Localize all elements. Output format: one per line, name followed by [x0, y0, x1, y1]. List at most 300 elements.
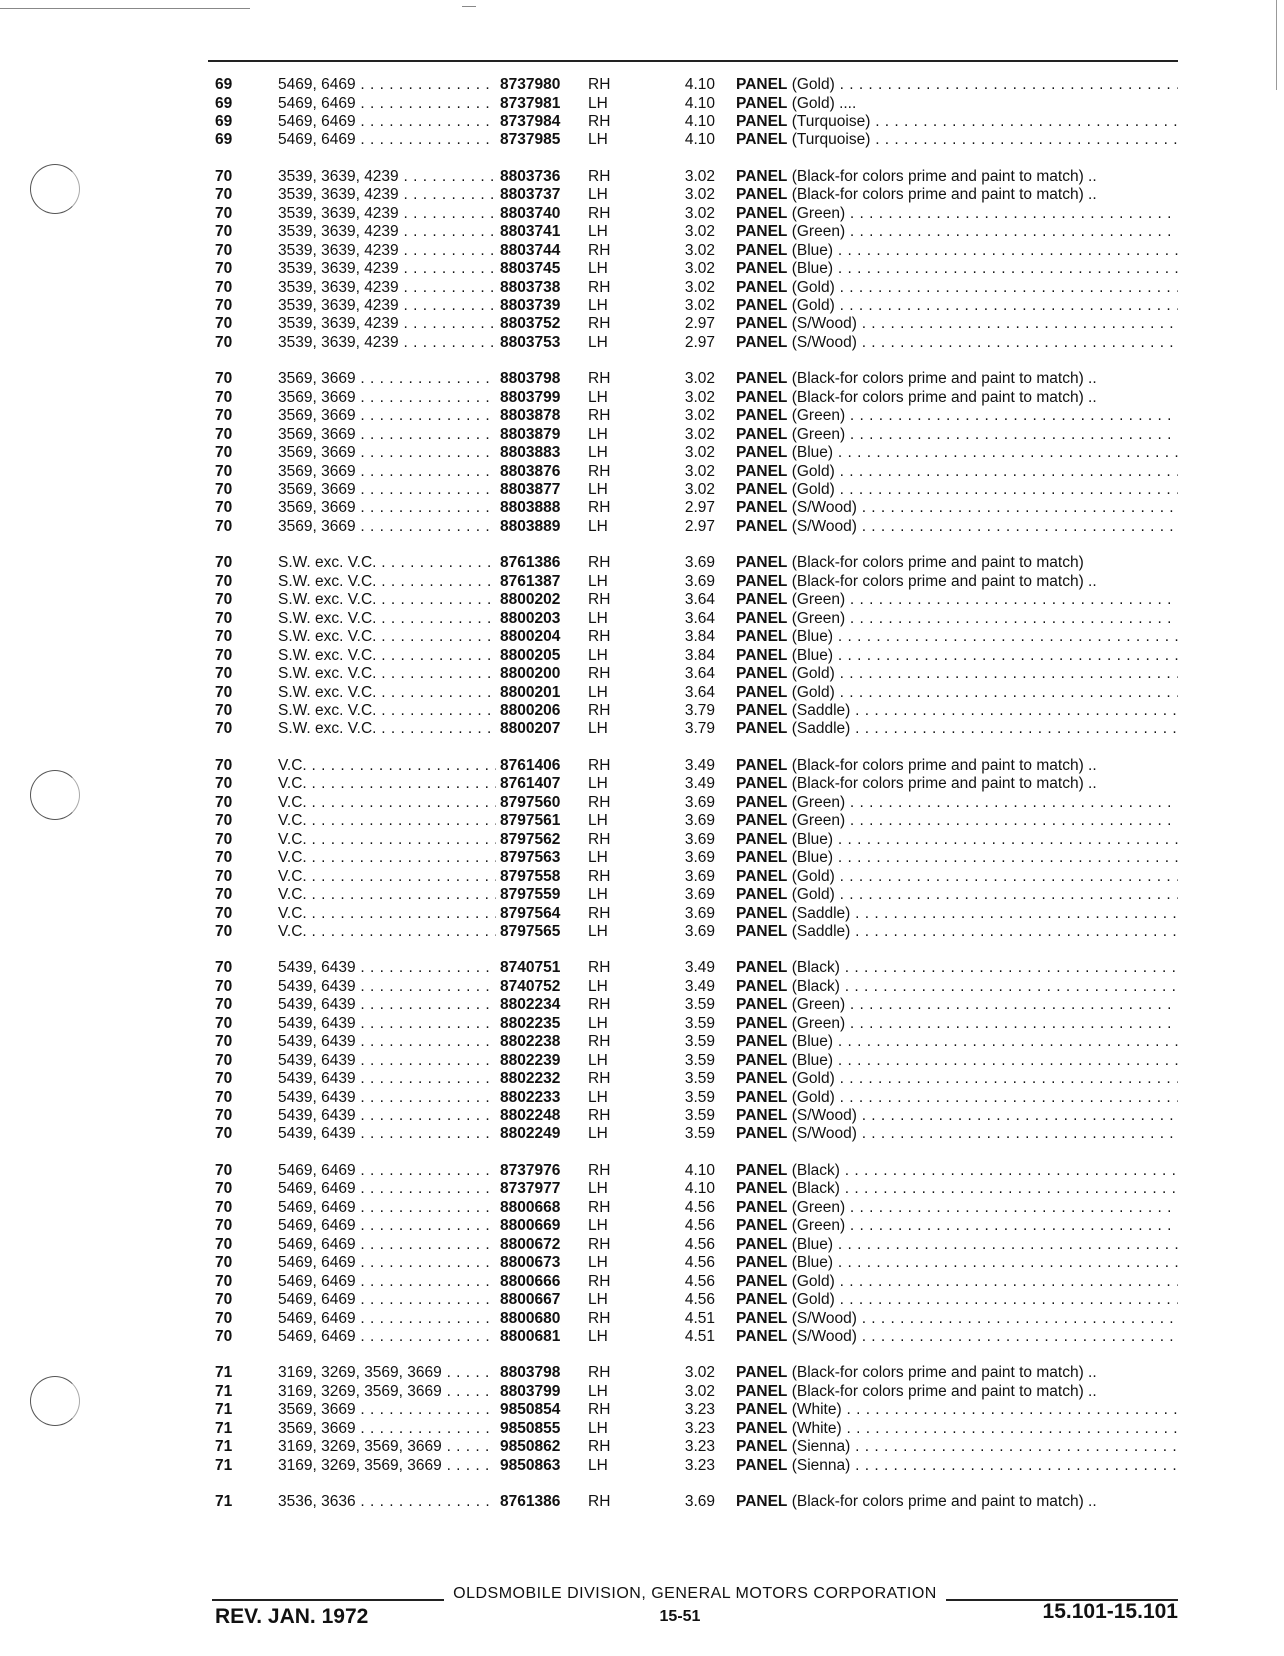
description-cell [736, 1272, 1178, 1291]
part-number-cell: 8802239 [500, 1051, 582, 1070]
item-detail: (Saddle) [791, 904, 851, 922]
item-detail: (Green) [791, 223, 846, 241]
footer-rule-left [212, 1599, 444, 1601]
leader-dots [857, 518, 1178, 535]
item-detail: (Black) [791, 959, 840, 977]
leader-dots [857, 315, 1178, 332]
description-cell [736, 904, 1178, 923]
price-cell: 4.56 [684, 1291, 715, 1308]
model-cell: V.C. . . . [278, 774, 496, 793]
item-name: PANEL [736, 462, 788, 480]
description-cell [736, 1456, 1178, 1475]
price-cell: 4.10 [684, 1161, 715, 1179]
description-cell [736, 222, 1178, 241]
year-cell: 70 [215, 554, 233, 572]
year-cell: 70 [215, 462, 233, 480]
item-name: PANEL [736, 702, 788, 719]
item-detail: (Black-for colors prime and paint to match) [791, 554, 1084, 572]
model-cell: 5439, 6439 . . . [278, 977, 496, 996]
table-row [0, 314, 1284, 333]
part-number-cell: 8797558 [500, 867, 582, 886]
price-cell: 3.02 [684, 167, 715, 185]
model-cell: S.W. exc. V.C. . . . [278, 553, 496, 572]
item-detail: (Saddle) [791, 720, 851, 738]
model-cell: 5469, 6469 . . . [278, 1290, 496, 1309]
price-cell: 4.56 [684, 1198, 715, 1216]
side-cell: RH [588, 1033, 611, 1051]
leader-dots [835, 463, 1178, 480]
item-name: PANEL [736, 959, 788, 977]
description-cell [736, 425, 1178, 444]
table-row [0, 1492, 1284, 1511]
leader-dots [850, 702, 1178, 719]
model-cell: S.W. exc. V.C. . . . [278, 701, 496, 720]
model-cell: S.W. exc. V.C. . . . [278, 683, 496, 702]
side-cell: RH [588, 315, 611, 333]
table-row [0, 369, 1284, 388]
year-cell: 70 [215, 977, 233, 995]
item-name: PANEL [736, 849, 788, 867]
item-name: PANEL [736, 1291, 788, 1308]
item-detail: (Black-for colors prime and paint to match) .. [791, 167, 1097, 185]
table-row [0, 517, 1284, 536]
description-cell [736, 719, 1178, 738]
part-number-cell: 8802233 [500, 1088, 582, 1107]
model-cell: 5469, 6469 . . . [278, 112, 496, 131]
part-number-cell: 8737984 [500, 112, 582, 131]
year-cell: 70 [215, 665, 233, 683]
description-cell [736, 1032, 1178, 1051]
description-cell [736, 369, 1178, 388]
item-name: PANEL [736, 1327, 788, 1345]
item-name: PANEL [736, 1107, 788, 1124]
item-name: PANEL [736, 296, 788, 314]
description-cell [736, 462, 1178, 481]
price-cell: 2.97 [684, 333, 715, 351]
item-detail: (Gold) [791, 462, 835, 480]
price-cell: 3.49 [684, 959, 715, 977]
leader-dots [857, 1107, 1178, 1124]
description-cell [736, 1419, 1178, 1438]
price-cell: 3.69 [684, 554, 715, 572]
item-name: PANEL [736, 278, 788, 296]
model-cell: 5469, 6469 . . . [278, 1216, 496, 1235]
table-row [0, 848, 1284, 867]
table-row [0, 480, 1284, 499]
year-cell: 70 [215, 388, 233, 406]
table-row [0, 112, 1284, 131]
part-number-cell: 8800681 [500, 1327, 582, 1346]
item-name: PANEL [736, 1235, 788, 1253]
table-row [0, 830, 1284, 849]
table-row [0, 977, 1284, 996]
item-detail: (Green) [791, 1198, 846, 1216]
item-detail: (Green) [791, 996, 846, 1014]
leader-dots [850, 720, 1178, 737]
item-detail: (Gold) [791, 665, 835, 683]
item-name: PANEL [736, 1217, 788, 1235]
side-cell: LH [588, 333, 608, 351]
description-cell [736, 259, 1178, 278]
item-detail: (Black-for colors prime and paint to match) .. [791, 1364, 1097, 1382]
table-row [0, 811, 1284, 830]
part-number-cell: 8803799 [500, 1382, 582, 1401]
year-cell: 71 [215, 1382, 233, 1400]
part-number-cell: 8797563 [500, 848, 582, 867]
item-name: PANEL [736, 1401, 788, 1419]
part-number-cell: 8800672 [500, 1235, 582, 1254]
part-number-cell: 8761386 [500, 1492, 582, 1511]
part-number-cell: 8737976 [500, 1161, 582, 1180]
item-detail: (Black-for colors prime and paint to match) .. [791, 186, 1097, 204]
year-cell: 70 [215, 296, 233, 314]
item-name: PANEL [736, 756, 788, 774]
leader-dots [857, 334, 1178, 351]
year-cell: 70 [215, 186, 233, 204]
table-row [0, 443, 1284, 462]
leader-dots [835, 886, 1178, 903]
part-number-cell: 8802248 [500, 1106, 582, 1125]
leader-dots [835, 76, 1178, 93]
item-name: PANEL [736, 1438, 788, 1456]
description-cell [736, 1161, 1178, 1180]
part-number-cell: 8797565 [500, 922, 582, 941]
year-cell: 70 [215, 1014, 233, 1032]
year-cell: 70 [215, 444, 233, 462]
side-cell: LH [588, 186, 608, 204]
table-row [0, 204, 1284, 223]
model-cell: 3569, 3669 . . . [278, 406, 496, 425]
year-cell: 71 [215, 1419, 233, 1437]
item-name: PANEL [736, 830, 788, 848]
year-cell: 70 [215, 1272, 233, 1290]
part-number-cell: 8737981 [500, 94, 582, 113]
leader-dots [835, 297, 1178, 314]
part-number-cell: 8803745 [500, 259, 582, 278]
side-cell: RH [588, 407, 611, 425]
model-cell: 3569, 3669 . . . [278, 462, 496, 481]
item-name: PANEL [736, 1051, 788, 1069]
model-cell: S.W. exc. V.C. . . . [278, 609, 496, 628]
side-cell: LH [588, 1051, 608, 1069]
item-detail: (Black-for colors prime and paint to match) .. [791, 1382, 1097, 1400]
item-detail: (Saddle) [791, 702, 851, 719]
item-name: PANEL [736, 1382, 788, 1400]
year-cell: 70 [215, 517, 233, 535]
side-cell: LH [588, 444, 608, 462]
description-cell [736, 112, 1178, 131]
year-cell: 69 [215, 112, 233, 130]
model-cell: 3569, 3669 . . . [278, 1400, 496, 1419]
year-cell: 70 [215, 1070, 233, 1088]
side-cell: LH [588, 425, 608, 443]
item-detail: (Blue) [791, 241, 834, 259]
part-number-cell: 8800669 [500, 1216, 582, 1235]
description-cell [736, 1492, 1178, 1511]
model-cell: S.W. exc. V.C. . . . [278, 719, 496, 738]
model-cell: 5439, 6439 . . . [278, 1032, 496, 1051]
price-cell: 3.02 [684, 204, 715, 222]
part-number-cell: 9850854 [500, 1400, 582, 1419]
model-cell: 3539, 3639, 4239 . . . [278, 241, 496, 260]
table-row [0, 1253, 1284, 1272]
price-cell: 3.69 [684, 572, 715, 590]
item-detail: (Green) [791, 609, 846, 627]
year-cell: 70 [215, 702, 233, 719]
table-row [0, 1216, 1284, 1235]
part-number-cell: 8803739 [500, 296, 582, 315]
side-cell: LH [588, 517, 608, 535]
leader-dots [833, 1052, 1178, 1069]
model-cell: 3169, 3269, 3569, 3669 . . . [278, 1382, 496, 1401]
table-row [0, 1235, 1284, 1254]
part-number-cell: 8797562 [500, 830, 582, 849]
table-row [0, 1382, 1284, 1401]
side-cell: LH [588, 1217, 608, 1235]
description-cell [736, 683, 1178, 702]
model-cell: 5439, 6439 . . . [278, 1069, 496, 1088]
part-number-cell: 8803752 [500, 314, 582, 333]
model-cell: 5469, 6469 . . . [278, 75, 496, 94]
item-detail: (Gold) [791, 683, 835, 701]
description-cell [736, 958, 1178, 977]
item-name: PANEL [736, 904, 788, 922]
description-cell [736, 1235, 1178, 1254]
side-cell: LH [588, 720, 608, 738]
model-cell: V.C. . . . [278, 885, 496, 904]
side-cell: LH [588, 388, 608, 406]
side-cell: RH [588, 1107, 611, 1124]
description-cell [736, 701, 1178, 720]
price-cell: 3.69 [684, 830, 715, 848]
model-cell: 5469, 6469 . . . [278, 1198, 496, 1217]
description-cell [736, 1363, 1178, 1382]
price-cell: 3.23 [684, 1401, 715, 1419]
price-cell: 3.02 [684, 1382, 715, 1400]
table-row [0, 867, 1284, 886]
table-row [0, 462, 1284, 481]
price-cell: 4.10 [684, 1180, 715, 1198]
item-detail: (Gold) [791, 278, 835, 296]
description-cell [736, 811, 1178, 830]
table-row [0, 609, 1284, 628]
price-cell: 3.59 [684, 1051, 715, 1069]
table-row [0, 572, 1284, 591]
model-cell: 3539, 3639, 4239 . . . [278, 259, 496, 278]
item-name: PANEL [736, 388, 788, 406]
description-cell [736, 609, 1178, 628]
item-detail: (White) [791, 1419, 842, 1437]
item-detail: (Gold) [791, 1088, 835, 1106]
item-name: PANEL [736, 94, 788, 112]
price-cell: 3.84 [684, 646, 715, 664]
item-detail: (Gold) [791, 1272, 835, 1290]
leader-dots [845, 1217, 1178, 1234]
year-cell: 71 [215, 1401, 233, 1419]
model-cell: 5469, 6469 . . . [278, 1179, 496, 1198]
model-cell: 3539, 3639, 4239 . . . [278, 185, 496, 204]
year-cell: 70 [215, 1088, 233, 1106]
model-cell: 5439, 6439 . . . [278, 995, 496, 1014]
side-cell: RH [588, 499, 611, 517]
price-cell: 3.02 [684, 370, 715, 388]
side-cell: LH [588, 812, 608, 830]
side-cell: LH [588, 775, 608, 793]
item-detail: (Green) [791, 204, 846, 222]
table-row [0, 94, 1284, 113]
price-cell: 3.69 [684, 867, 715, 885]
item-detail: (Black) [791, 1161, 840, 1179]
part-number-cell: 8800203 [500, 609, 582, 628]
price-cell: 3.69 [684, 812, 715, 830]
description-cell [736, 572, 1178, 591]
item-detail: (Blue) [791, 444, 834, 462]
part-number-cell: 8761406 [500, 756, 582, 775]
section-range: 15.101-15.101 [1042, 1600, 1178, 1623]
price-cell: 3.79 [684, 702, 715, 719]
side-cell: LH [588, 977, 608, 995]
item-detail: (Blue) [791, 1254, 834, 1272]
part-number-cell: 8800206 [500, 701, 582, 720]
item-detail: (Blue) [791, 1051, 834, 1069]
year-cell: 69 [215, 94, 233, 112]
item-detail: (Blue) [791, 849, 834, 867]
price-cell: 4.10 [684, 131, 715, 149]
side-cell: LH [588, 609, 608, 627]
leader-dots [833, 831, 1178, 848]
part-number-cell: 8803877 [500, 480, 582, 499]
year-cell: 70 [215, 241, 233, 259]
item-name: PANEL [736, 1125, 788, 1143]
item-detail: (S/Wood) [791, 1107, 857, 1124]
part-number-cell: 8803753 [500, 333, 582, 352]
item-detail: (Sienna) [791, 1438, 851, 1456]
side-cell: LH [588, 1419, 608, 1437]
side-cell: RH [588, 370, 611, 388]
leader-dots [870, 113, 1178, 130]
item-detail: (S/Wood) [791, 517, 857, 535]
price-cell: 3.69 [684, 922, 715, 940]
year-cell: 70 [215, 223, 233, 241]
side-cell: LH [588, 849, 608, 867]
table-row [0, 701, 1284, 720]
model-cell: 5469, 6469 . . . [278, 1309, 496, 1328]
item-name: PANEL [736, 646, 788, 664]
price-cell: 3.59 [684, 1107, 715, 1124]
leader-dots [833, 1254, 1178, 1271]
item-detail: (Green) [791, 425, 846, 443]
item-detail: (Blue) [791, 628, 834, 646]
table-row [0, 498, 1284, 517]
model-cell: 5439, 6439 . . . [278, 1088, 496, 1107]
price-cell: 3.02 [684, 223, 715, 241]
leader-dots [835, 1089, 1178, 1106]
year-cell: 70 [215, 591, 233, 609]
description-cell [736, 1014, 1178, 1033]
model-cell: 5469, 6469 . . . [278, 130, 496, 149]
table-row [0, 388, 1284, 407]
price-cell: 3.02 [684, 407, 715, 425]
item-name: PANEL [736, 223, 788, 241]
model-cell: 3569, 3669 . . . [278, 480, 496, 499]
year-cell: 71 [215, 1456, 233, 1474]
item-name: PANEL [736, 76, 788, 93]
item-detail: (S/Wood) [791, 1327, 857, 1345]
leader-dots [845, 591, 1178, 608]
side-cell: LH [588, 1382, 608, 1400]
model-cell: 3169, 3269, 3569, 3669 . . . [278, 1363, 496, 1382]
item-detail: (Gold) .... [791, 94, 857, 112]
model-cell: S.W. exc. V.C. . . . [278, 664, 496, 683]
part-number-cell: 8797560 [500, 793, 582, 812]
item-detail: (Gold) [791, 481, 835, 498]
item-name: PANEL [736, 720, 788, 738]
item-name: PANEL [736, 167, 788, 185]
leader-dots [857, 1328, 1178, 1345]
leader-dots [840, 978, 1178, 995]
table-row [0, 1032, 1284, 1051]
item-detail: (Blue) [791, 646, 834, 664]
part-number-cell: 8803889 [500, 517, 582, 536]
item-name: PANEL [736, 112, 788, 130]
description-cell [736, 1400, 1178, 1419]
description-cell [736, 1382, 1178, 1401]
description-cell [736, 498, 1178, 517]
price-cell: 3.69 [684, 849, 715, 867]
price-cell: 3.23 [684, 1419, 715, 1437]
description-cell [736, 1437, 1178, 1456]
side-cell: RH [588, 241, 611, 259]
item-detail: (Gold) [791, 1070, 835, 1088]
price-cell: 3.84 [684, 628, 715, 646]
part-number-cell: 8797561 [500, 811, 582, 830]
part-number-cell: 8803738 [500, 278, 582, 297]
side-cell: LH [588, 1088, 608, 1106]
side-cell: RH [588, 702, 611, 719]
price-cell: 4.56 [684, 1235, 715, 1253]
side-cell: LH [588, 646, 608, 664]
item-name: PANEL [736, 1014, 788, 1032]
table-row [0, 1400, 1284, 1419]
model-cell: V.C. . . . [278, 793, 496, 812]
leader-dots [845, 812, 1178, 829]
description-cell [736, 553, 1178, 572]
item-name: PANEL [736, 1033, 788, 1051]
side-cell: RH [588, 867, 611, 885]
year-cell: 70 [215, 830, 233, 848]
description-cell [736, 590, 1178, 609]
price-cell: 3.02 [684, 1364, 715, 1382]
table-row [0, 756, 1284, 775]
price-cell: 3.64 [684, 609, 715, 627]
division-name: OLDSMOBILE DIVISION, GENERAL MOTORS CORPORATION [453, 1585, 937, 1602]
table-row [0, 1290, 1284, 1309]
year-cell: 70 [215, 1198, 233, 1216]
price-cell: 3.69 [684, 904, 715, 922]
price-cell: 3.02 [684, 425, 715, 443]
model-cell: 5439, 6439 . . . [278, 1106, 496, 1125]
description-cell [736, 1198, 1178, 1217]
leader-dots [850, 905, 1178, 922]
side-cell: RH [588, 1364, 611, 1382]
part-number-cell: 8797559 [500, 885, 582, 904]
price-cell: 4.56 [684, 1254, 715, 1272]
model-cell: 3536, 3636 . . . [278, 1492, 496, 1511]
model-cell: 3539, 3639, 4239 . . . [278, 204, 496, 223]
year-cell: 70 [215, 260, 233, 277]
price-cell: 3.59 [684, 1070, 715, 1088]
leader-dots [857, 1310, 1178, 1327]
